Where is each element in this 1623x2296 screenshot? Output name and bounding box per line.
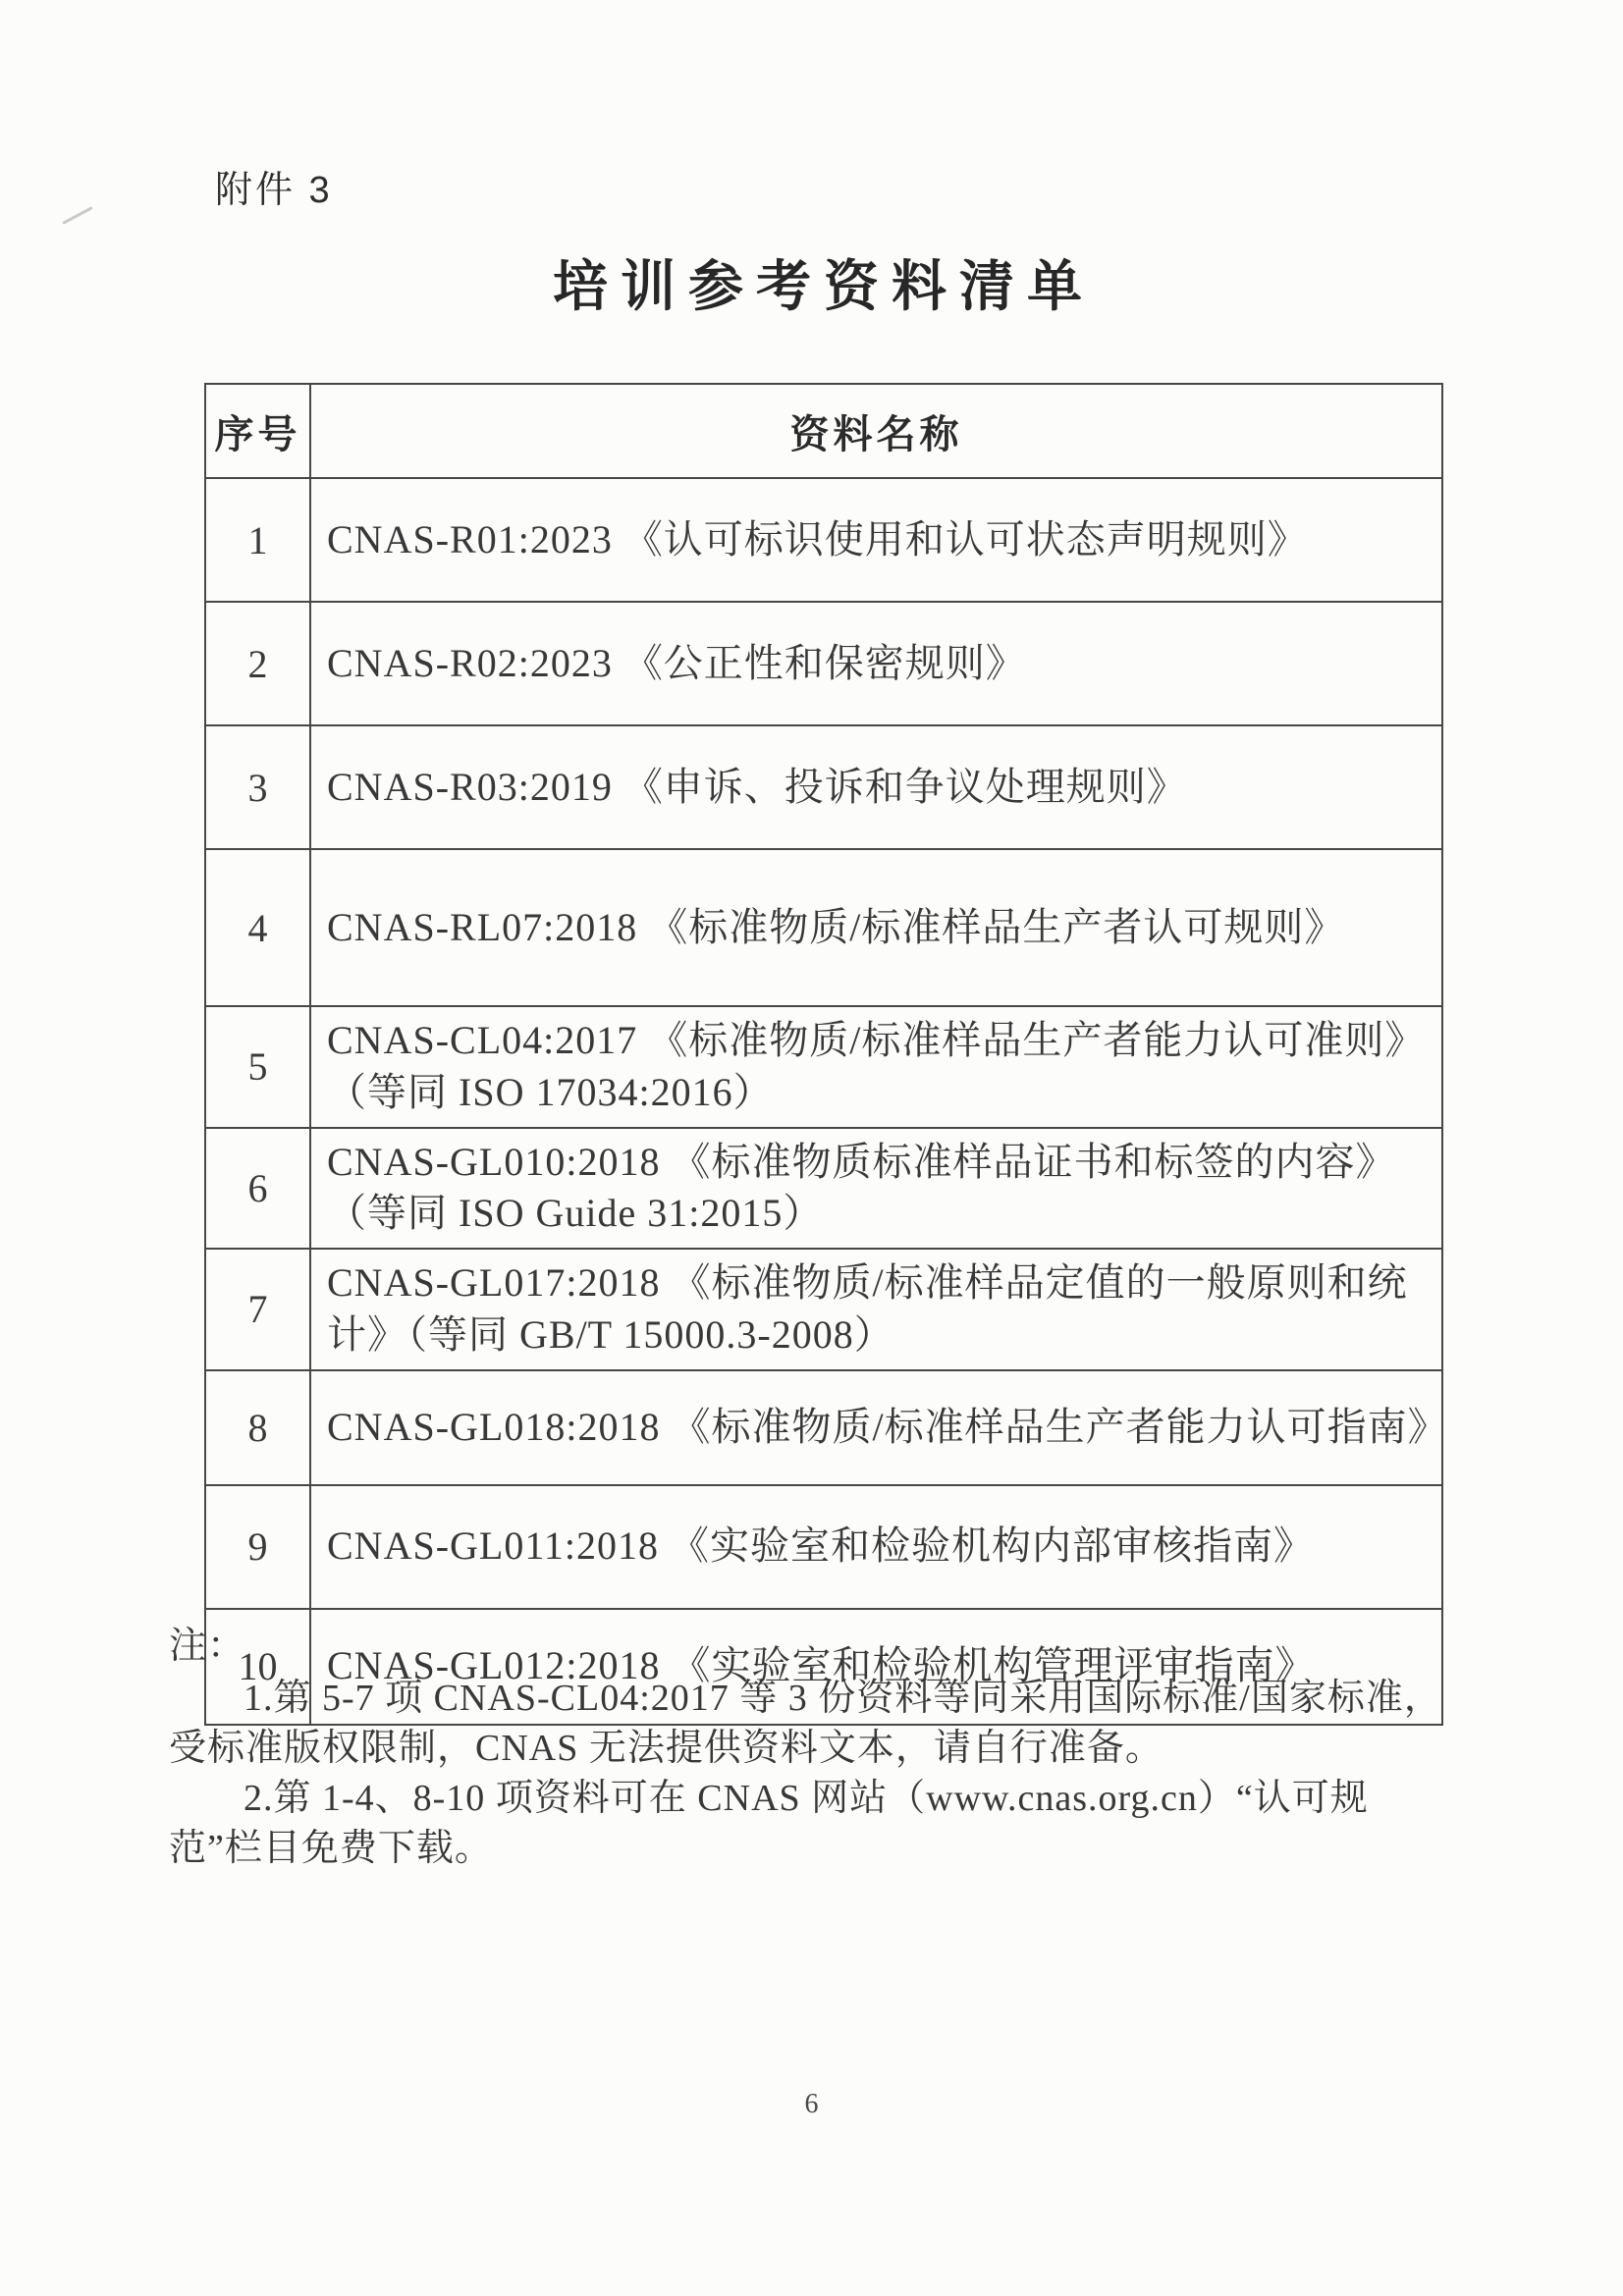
table-row xyxy=(205,478,1442,602)
row-material-name: CNAS-RL07:2018 《标准物质/标准样品生产者认可规则》 xyxy=(310,849,1442,1006)
table-row xyxy=(205,849,1442,1006)
header-serial-number: 序号 xyxy=(205,384,310,478)
table-row xyxy=(205,725,1442,849)
header-material-name: 资料名称 xyxy=(310,384,1442,478)
row-number: 10 xyxy=(205,1609,310,1725)
table-row xyxy=(205,1006,1442,1128)
row-number: 1 xyxy=(205,478,310,602)
row-material-name: CNAS-R03:2019 《申诉、投诉和争议处理规则》 xyxy=(310,725,1442,849)
row-material-name: CNAS-GL017:2018 《标准物质/标准样品定值的一般原则和统计》（等同 GB/T 15000.3-2008） xyxy=(310,1249,1442,1370)
row-number: 9 xyxy=(205,1485,310,1609)
row-number: 6 xyxy=(205,1128,310,1250)
scan-smudge-mark xyxy=(62,206,92,225)
row-material-name: CNAS-GL018:2018 《标准物质/标准样品生产者能力认可指南》 xyxy=(310,1370,1442,1485)
row-number: 4 xyxy=(205,849,310,1006)
notes-section xyxy=(169,1622,1457,1874)
notes-label: 注： xyxy=(169,1626,246,1667)
note-item-1: 1.第 5-7 项 CNAS-CL04:2017 等 3 份资料等同采用国际标准/国家标准，受标准版权限制，CNAS 无法提供资料文本，请自行准备。 xyxy=(169,1678,1442,1769)
row-material-name: CNAS-R02:2023 《公正性和保密规则》 xyxy=(310,602,1442,725)
table-row xyxy=(205,1249,1442,1370)
row-material-name: CNAS-GL012:2018 《实验室和检验机构管理评审指南》 xyxy=(310,1609,1442,1725)
materials-table xyxy=(204,383,1448,1726)
row-number: 5 xyxy=(205,1006,310,1128)
row-number: 7 xyxy=(205,1249,310,1370)
row-number: 8 xyxy=(205,1370,310,1485)
row-number: 3 xyxy=(205,725,310,849)
note-item-2: 2.第 1-4、8-10 项资料可在 CNAS 网站（www.cnas.org.cn）“认可规范”栏目免费下载。 xyxy=(169,1778,1369,1869)
row-material-name: CNAS-R01:2023 《认可标识使用和认可状态声明规则》 xyxy=(310,478,1442,602)
row-number: 2 xyxy=(205,602,310,725)
table-row xyxy=(205,1485,1442,1609)
row-material-name: CNAS-CL04:2017 《标准物质/标准样品生产者能力认可准则》（等同 ISO 17034:2016） xyxy=(310,1006,1442,1128)
page-title: 培训参考资料清单 xyxy=(553,255,1095,317)
attachment-label: 附件 3 xyxy=(215,170,333,211)
row-material-name: CNAS-GL010:2018 《标准物质标准样品证书和标签的内容》（等同 ISO Guide 31:2015） xyxy=(310,1128,1442,1250)
table-row xyxy=(205,602,1442,725)
row-material-name: CNAS-GL011:2018 《实验室和检验机构内部审核指南》 xyxy=(310,1485,1442,1609)
page-number: 6 xyxy=(804,2089,819,2119)
table-row xyxy=(205,1370,1442,1485)
table-header-row xyxy=(205,384,1442,478)
table-row xyxy=(205,1128,1442,1250)
